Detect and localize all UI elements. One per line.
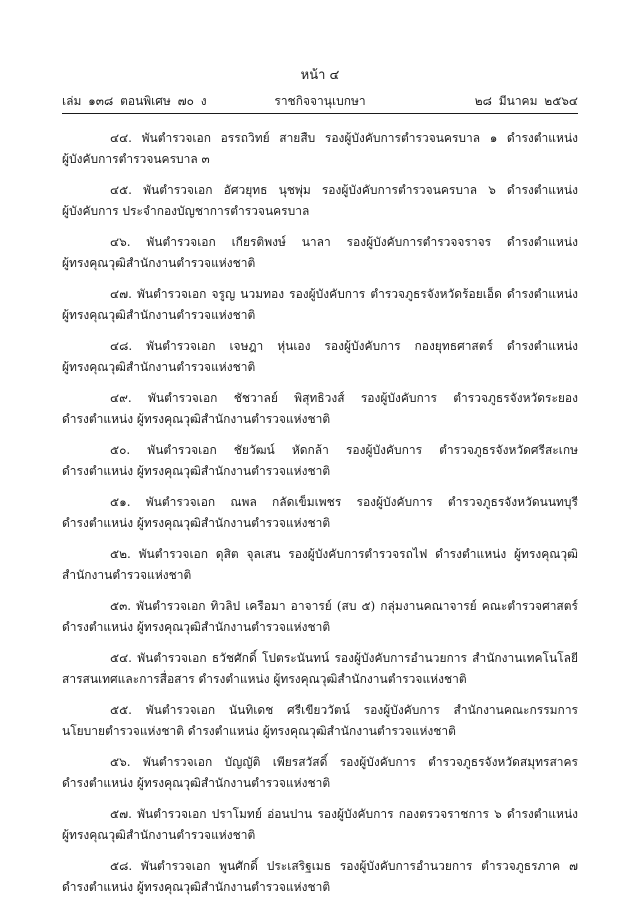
running-header [62,92,578,112]
entry-first-line: ๔๔. พันตำรวจเอก อรรถวิทย์ สายสืบ รองผู้บังคับการตำรวจนครบาล ๑ ดำรงตำแหน่ง [110,131,578,145]
appointment-entry [62,388,578,440]
entry-first-line: ๕๑. พันตำรวจเอก ณพล กลัดเข็มเพชร รองผู้บังคับการ ตำรวจภูธรจังหวัดนนทบุรี [110,495,578,509]
entry-continuation-line: ดำรงตำแหน่ง ผู้ทรงคุณวุฒิสำนักงานตำรวจแห่งชาติ [62,412,331,426]
entry-first-line: ๕๕. พันตำรวจเอก นันทิเดช ศรีเขียววัตน์ รองผู้บังคับการ สำนักงานคณะกรรมการ [110,703,578,717]
header-rule [62,113,578,114]
entry-first-line: ๕๗. พันตำรวจเอก ปราโมทย์ อ่อนปาน รองผู้บังคับการ กองตรวจราชการ ๖ ดำรงตำแหน่ง [110,807,578,821]
entry-continuation-line: ดำรงตำแหน่ง ผู้ทรงคุณวุฒิสำนักงานตำรวจแห่งชาติ [62,880,331,894]
appointment-entry [62,492,578,544]
entry-first-line: ๔๘. พันตำรวจเอก เจษฎา หุ่นเอง รองผู้บังคับการ กองยุทธศาสตร์ ดำรงตำแหน่ง [110,339,578,353]
entry-continuation-line: ผู้บังคับการตำรวจนครบาล ๓ [62,152,210,166]
appointment-entry [62,180,578,232]
page-number: หน้า ๔ [300,68,340,83]
entry-first-line: ๕๐. พันตำรวจเอก ชัยวัฒน์ หัดกล้า รองผู้บังคับการ ตำรวจภูธรจังหวัดศรีสะเกษ [110,443,578,457]
entry-continuation-line: ผู้บังคับการ ประจำกองบัญชาการตำรวจนครบาล [62,204,310,218]
appointment-list [62,128,578,908]
entry-continuation-line: ผู้ทรงคุณวุฒิสำนักงานตำรวจแห่งชาติ [62,360,256,374]
entry-continuation-line: ผู้ทรงคุณวุฒิสำนักงานตำรวจแห่งชาติ [62,828,256,842]
entry-continuation-line: นโยบายตำรวจแห่งชาติ ดำรงตำแหน่ง ผู้ทรงคุณวุฒิสำนักงานตำรวจแห่งชาติ [62,724,456,738]
entry-first-line: ๔๕. พันตำรวจเอก อัศวยุทธ นุชพุ่ม รองผู้บังคับการตำรวจนครบาล ๖ ดำรงตำแหน่ง [110,183,578,197]
appointment-entry [62,440,578,492]
appointment-entry [62,700,578,752]
entry-first-line: ๕๔. พันตำรวจเอก ธวัชศักดิ์ โปตระนันทน์ รองผู้บังคับการอำนวยการ สำนักงานเทคโนโลยี [110,651,578,665]
entry-first-line: ๔๗. พันตำรวจเอก จรูญ นวมทอง รองผู้บังคับการ ตำรวจภูธรจังหวัดร้อยเอ็ด ดำรงตำแหน่ง [110,287,578,301]
entry-first-line: ๕๘. พันตำรวจเอก พูนศักดิ์ ประเสริฐเมธ รองผู้บังคับการอำนวยการ ตำรวจภูธรภาค ๗ [110,859,578,873]
entry-first-line: ๔๙. พันตำรวจเอก ชัชวาลย์ พิสุทธิวงส์ รองผู้บังคับการ ตำรวจภูธรจังหวัดระยอง [110,391,578,405]
entry-first-line: ๕๒. พันตำรวจเอก ดุสิต จุลเสน รองผู้บังคับการตำรวจรถไฟ ดำรงตำแหน่ง ผู้ทรงคุณวุฒิ [110,547,578,561]
appointment-entry [62,232,578,284]
entry-first-line: ๔๖. พันตำรวจเอก เกียรติพงษ์ นาลา รองผู้บังคับการตำรวจจราจร ดำรงตำแหน่ง [110,235,578,249]
appointment-entry [62,856,578,908]
entry-continuation-line: สำนักงานตำรวจแห่งชาติ [62,568,192,582]
appointment-entry [62,128,578,180]
header-date: ๒๘ มีนาคม ๒๕๖๔ [474,94,578,108]
entry-continuation-line: สารสนเทศและการสื่อสาร ดำรงตำแหน่ง ผู้ทรงคุณวุฒิสำนักงานตำรวจแห่งชาติ [62,672,467,686]
entry-first-line: ๕๓. พันตำรวจเอก ทิวลิป เครือมา อาจารย์ (สบ ๕) กลุ่มงานคณาจารย์ คณะตำรวจศาสตร์ [110,599,578,613]
header-gazette-title: ราชกิจจานุเบกษา [274,94,366,108]
entry-continuation-line: ดำรงตำแหน่ง ผู้ทรงคุณวุฒิสำนักงานตำรวจแห่งชาติ [62,620,331,634]
appointment-entry [62,648,578,700]
appointment-entry [62,752,578,804]
appointment-entry [62,596,578,648]
entry-continuation-line: ผู้ทรงคุณวุฒิสำนักงานตำรวจแห่งชาติ [62,256,256,270]
header-volume-issue: เล่ม ๑๓๘ ตอนพิเศษ ๗๐ ง [62,94,207,108]
appointment-entry [62,804,578,856]
entry-continuation-line: ดำรงตำแหน่ง ผู้ทรงคุณวุฒิสำนักงานตำรวจแห่งชาติ [62,516,331,530]
appointment-entry [62,284,578,336]
entry-continuation-line: ดำรงตำแหน่ง ผู้ทรงคุณวุฒิสำนักงานตำรวจแห่งชาติ [62,464,331,478]
entry-continuation-line: ผู้ทรงคุณวุฒิสำนักงานตำรวจแห่งชาติ [62,308,256,322]
entry-first-line: ๕๖. พันตำรวจเอก บัญญัติ เพียรสวัสดิ์ รองผู้บังคับการ ตำรวจภูธรจังหวัดสมุทรสาคร [110,755,578,769]
entry-continuation-line: ดำรงตำแหน่ง ผู้ทรงคุณวุฒิสำนักงานตำรวจแห่งชาติ [62,776,331,790]
appointment-entry [62,336,578,388]
appointment-entry [62,544,578,596]
